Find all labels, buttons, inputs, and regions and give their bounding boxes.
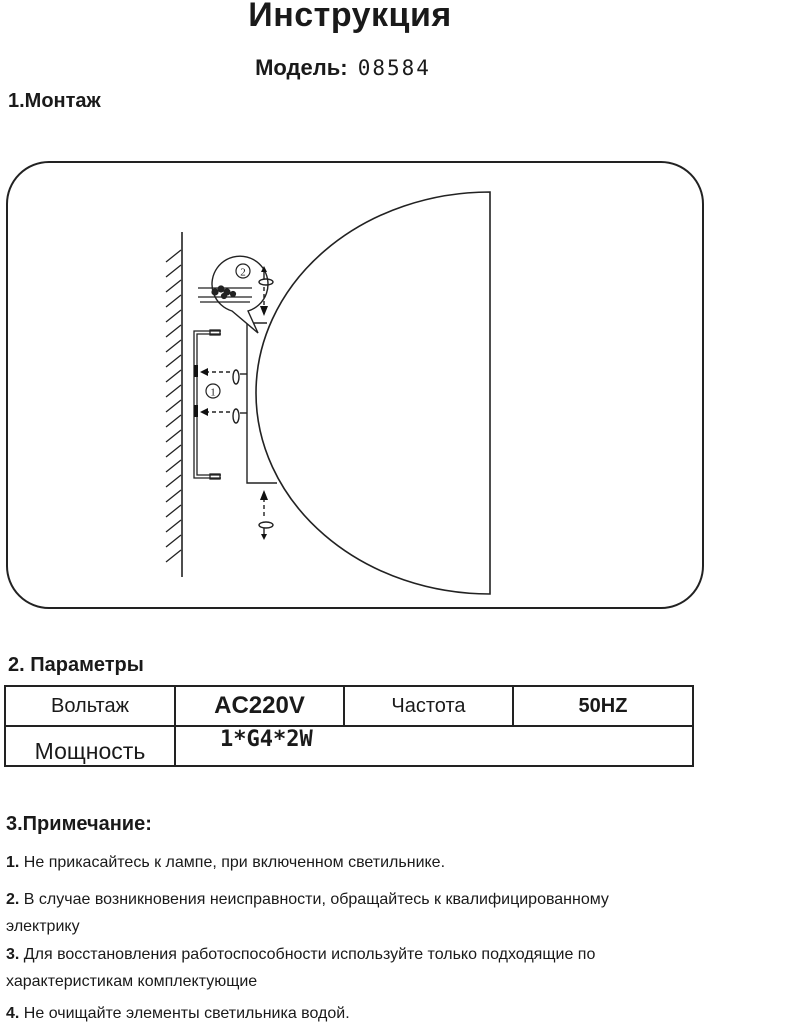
voltage-value: AC220V	[175, 686, 344, 726]
callout-1: 1	[210, 386, 216, 399]
section-heading-parameters: 2. Параметры	[8, 654, 144, 676]
bottom-screw-arrow	[259, 498, 273, 536]
mounting-bracket	[194, 330, 221, 479]
callout-2: 2	[240, 266, 246, 279]
document-title: Инструкция	[248, 0, 452, 34]
frequency-value: 50HZ	[513, 686, 693, 726]
wall-hatch	[166, 250, 181, 562]
model-number: 08584	[357, 56, 431, 80]
note-item-2: 2. В случае возникновения неисправности, обращайтесь к квалифицированному электрику	[6, 891, 609, 935]
mounting-diagram	[0, 150, 786, 620]
voltage-label: Вольтаж	[5, 686, 175, 726]
model-label: Модель:	[255, 55, 348, 80]
lamp-dome	[256, 192, 490, 594]
note-item-1: 1. Не прикасайтесь к лампе, при включенном светильнике.	[6, 854, 446, 871]
power-value: 1*G4*2W	[175, 726, 693, 766]
section-heading-mounting: 1.Монтаж	[8, 90, 101, 112]
parameters-table	[4, 685, 694, 767]
model-line	[0, 55, 686, 81]
table-row	[5, 686, 693, 726]
power-label: Мощность	[5, 726, 175, 766]
note-item-3: 3. Для восстановления работоспособности используйте только подходящие по характеристикам комплектующие	[6, 946, 596, 990]
frequency-label: Частота	[344, 686, 513, 726]
note-item-4: 4. Не очищайте элементы светильника водой.	[6, 1005, 350, 1022]
section-heading-notes: 3.Примечание:	[6, 813, 152, 835]
table-row	[5, 726, 693, 766]
